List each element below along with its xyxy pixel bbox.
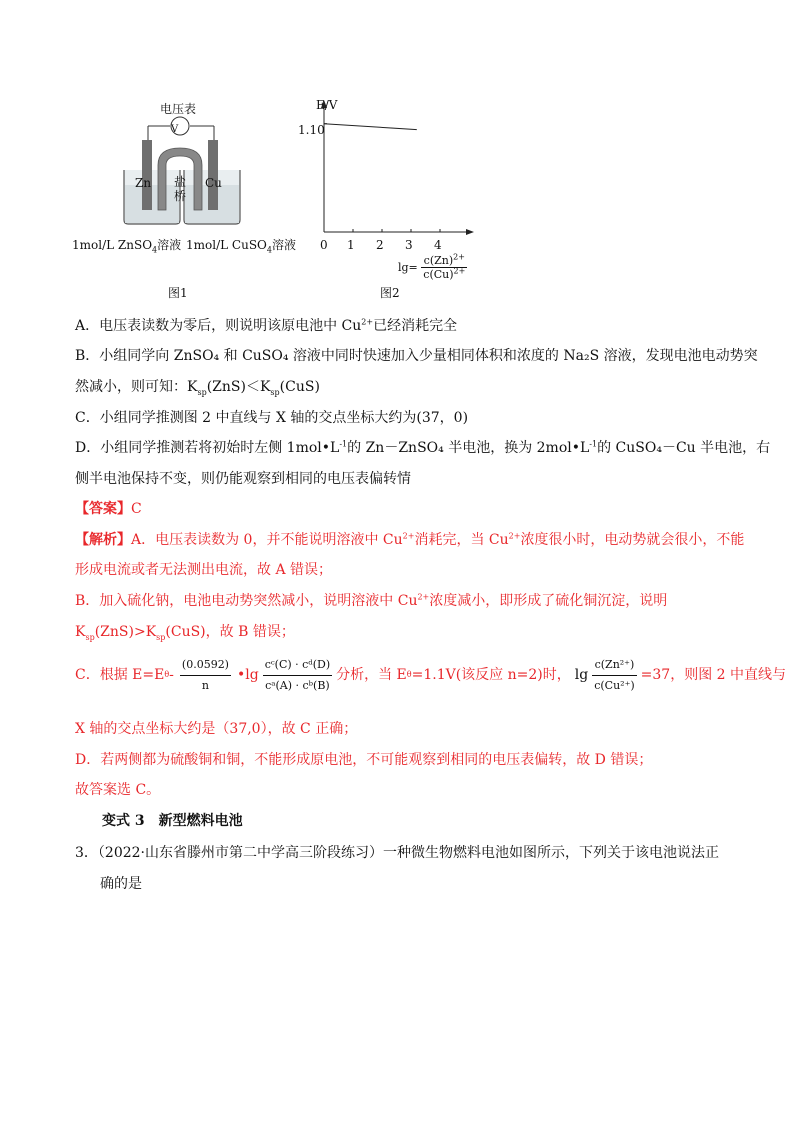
question-3-line-2: 确的是 [100, 876, 142, 892]
figure-1-caption: 图1 [168, 286, 188, 300]
zn-electrode-label: Zn [135, 176, 152, 190]
salt-bridge-label-2: 桥 [174, 189, 187, 203]
option-b-line-1: B．小组同学向 ZnSO₄ 和 CuSO₄ 溶液中同时快速加入少量相同体积和浓度的 Na₂S 溶液，发现电池电动势突 [75, 348, 758, 364]
voltmeter-symbol: V [171, 124, 179, 135]
potential-chart [290, 92, 480, 262]
x-tick-label: 0 [320, 238, 328, 252]
x-tick-label: 3 [405, 238, 413, 252]
x-tick-label: 2 [376, 238, 384, 252]
salt-bridge-label-1: 盐 [174, 175, 187, 189]
y-axis-label: E/V [316, 98, 338, 112]
option-d-line-1: D．小组同学推测若将初始时左侧 $1mol•L^{-1}$的 Zn－ZnSO₄ 半电池，换为 $2mol•L^{-1}$的 CuSO₄－Cu 半电池，右 [75, 439, 771, 456]
left-solution-label: 1mol/L ZnSO$_4$溶液 [72, 238, 182, 255]
option-d-line-2: 侧半电池保持不变，则仍能观察到相同的电压表偏转情 [75, 471, 411, 487]
cu-electrode-label: Cu [205, 176, 222, 190]
x-tick-label: 4 [434, 238, 442, 252]
question-3-line-1: 3．（2022·山东省滕州市第二中学高三阶段练习）一种微生物燃料电池如图所示，下列关于该电池说法正 [75, 845, 719, 861]
answer: 【答案】C [75, 501, 142, 517]
x-tick-label: 1 [347, 238, 355, 252]
right-solution-label: 1mol/L CuSO$_4$溶液 [186, 238, 296, 255]
y-tick-label: 1.10 [298, 123, 325, 137]
option-b-line-2: 然减小，则可知：$K_{sp}(ZnS)<K_{sp}(CuS)$ [75, 379, 320, 397]
figure-2-caption: 图2 [380, 286, 400, 300]
analysis-a-line-1: 【解析】A．电压表读数为 0，并不能说明溶液中 $Cu^{2+}$消耗完，当 $Cu^{2+}$浓度很小时，电动势就会很小，不能 [75, 531, 745, 548]
option-a: A．电压表读数为零后，则说明该原电池中 $Cu^{2+}$已经消耗完全 [75, 317, 458, 334]
analysis-a-line-2: 形成电流或者无法测出电流，故 A 错误； [75, 562, 333, 578]
analysis-d: D．若两侧都为硫酸铜和铜，不能形成原电池，不可能观察到相同的电压表偏转，故 D 错误； [75, 752, 653, 768]
x-axis-arrow [466, 229, 474, 235]
fraction-concentration-ratio: $\frac{\text{c(Zn²⁺)}}{\text{c(Cu²⁺)}}$ [592, 655, 636, 696]
analysis-c-line-2: X 轴的交点坐标大约是（37,0），故 C 正确； [75, 721, 358, 737]
x-axis-label: lg= $\frac{c(Zn)^{2+}}{c(Cu)^{2+}}$ [398, 252, 466, 281]
fraction-reaction-quotient: $\frac{\text{cᶜ(C) · cᵈ(D)}}{\text{cᵃ(A) · cᵇ(B)}}$ [263, 655, 332, 696]
analysis-b-line-1: B．加入硫化钠，电池电动势突然减小，说明溶液中 $Cu^{2+}$浓度减小，即形成了硫化铜沉淀，说明 [75, 592, 668, 609]
analysis-b-line-2: $K_{sp}(ZnS)>K_{sp}(CuS)$，故 B 错误； [75, 624, 295, 642]
option-c: C．小组同学推测图 2 中直线与 X 轴的交点坐标大约为(37，0) [75, 410, 469, 426]
series-line [324, 124, 417, 130]
fraction-nernst-coefficient: $\frac{(0.0592)}{n}$ [180, 655, 231, 696]
voltmeter-label: 电压表 [160, 102, 197, 116]
section-title: 变式 3 新型燃料电池 [102, 813, 243, 829]
analysis-conclusion: 故答案选 C。 [75, 782, 161, 798]
galvanic-cell-diagram [118, 110, 248, 230]
analysis-c-formula-line: C．根据 E=E θ - $\frac{(0.0592)}{n}$ •lg $\frac{\text{cᶜ(C) · cᵈ(D)}}{\text{cᵃ(A) · cᵇ(B)}}$ 分析，当 E θ =1.1V(该反应 n=2)时， lg $\frac{\text{c(Zn²⁺)}}{\text{c(Cu²⁺)}}$ =37，则图 2 中直线与 [75, 652, 786, 698]
